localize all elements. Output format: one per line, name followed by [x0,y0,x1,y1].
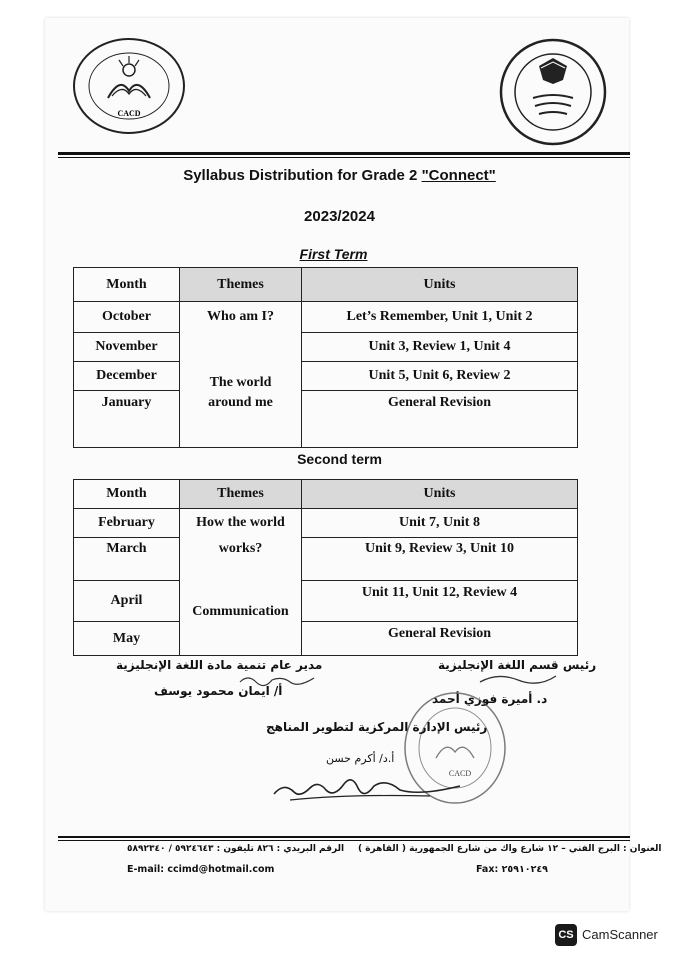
header-units: Units [302,268,578,302]
cacd-abbr: CACD [117,109,141,118]
ministry-logo [497,36,609,148]
stamp-abbr: CACD [448,769,472,778]
ministry-logo-graphic [497,36,609,148]
table-row-units: Unit 9, Review 3, Unit 10 [302,538,578,581]
camscanner-logo-icon: CS [555,924,577,946]
footer-fax: Fax: ٢٥٩١٠٢٤٩ [476,864,548,875]
theme-cell: works? [180,538,302,581]
header-month: Month [74,268,180,302]
header-month: Month [74,480,180,509]
header-themes: Themes [180,268,302,302]
table-row-month: May [74,622,180,656]
document-title [0,167,679,184]
table-row-month: March [74,538,180,581]
center-signatory-name: أ.د/ أكرم حسن [326,752,395,765]
header-rule-thin [58,157,630,158]
theme-cell: Who am I? [180,302,302,333]
center-signature [270,766,470,806]
table-row-month: November [74,333,180,362]
header-units: Units [302,480,578,509]
table-row-units: Unit 3, Review 1, Unit 4 [302,333,578,362]
right-signatory-name: د. أميرة فوزي أحمد [432,692,548,706]
first-term-table [73,267,578,448]
theme-cell: Communication [180,581,302,622]
table-row-units: General Revision [302,622,578,656]
cacd-logo [70,36,188,136]
right-signature [478,668,558,688]
table-row-units: Unit 5, Unit 6, Review 2 [302,362,578,391]
theme-cell-empty [180,333,302,362]
theme-cell: around me [180,391,302,448]
title-name: "Connect" [421,167,496,184]
table-row-month: December [74,362,180,391]
center-signatory-title: رئيس الإدارة المركزية لتطوير المناهج [266,720,488,734]
cacd-logo-graphic [70,36,188,136]
footer-postal-phone: الرقم البريدي : ٨٢٦ تليفون : ٥٩٢٤٦٤٣ / ٥٨٩٢٣٤٠ [127,844,345,854]
second-term-table [73,479,578,656]
title-prefix: Syllabus Distribution for Grade 2 [183,167,422,184]
footer-address: العنوان : البرج الفني – ١٢ شارع واك من شارع الجمهورية ( القاهرة ) [358,844,662,854]
table-row-units: General Revision [302,391,578,448]
theme-cell-empty [180,622,302,656]
table-row-month: February [74,509,180,538]
left-signatory-title: مدير عام تنمية مادة اللغة الإنجليزية [116,658,323,672]
camscanner-label: CamScanner [582,927,658,942]
table-row-units: Unit 7, Unit 8 [302,509,578,538]
header-themes: Themes [180,480,302,509]
header-rule-thick [58,152,630,155]
first-term-label: First Term [299,246,368,262]
table-row-month: October [74,302,180,333]
table-row-units: Unit 11, Unit 12, Review 4 [302,581,578,622]
second-term-label: Second term [297,451,382,467]
table-row-month: April [74,581,180,622]
footer-email: E-mail: ccimd@hotmail.com [127,864,275,875]
footer-rule-thin [58,840,630,841]
right-signatory-title: رئيس قسم اللغة الإنجليزية [438,658,597,672]
left-signatory-name: أ/ ايمان محمود يوسف [154,684,283,698]
table-row-month: January [74,391,180,448]
theme-cell: How the world [180,509,302,538]
academic-year: 2023/2024 [304,208,375,225]
theme-cell: The world [180,362,302,391]
footer-rule-thick [58,836,630,838]
table-row-units: Let’s Remember, Unit 1, Unit 2 [302,302,578,333]
